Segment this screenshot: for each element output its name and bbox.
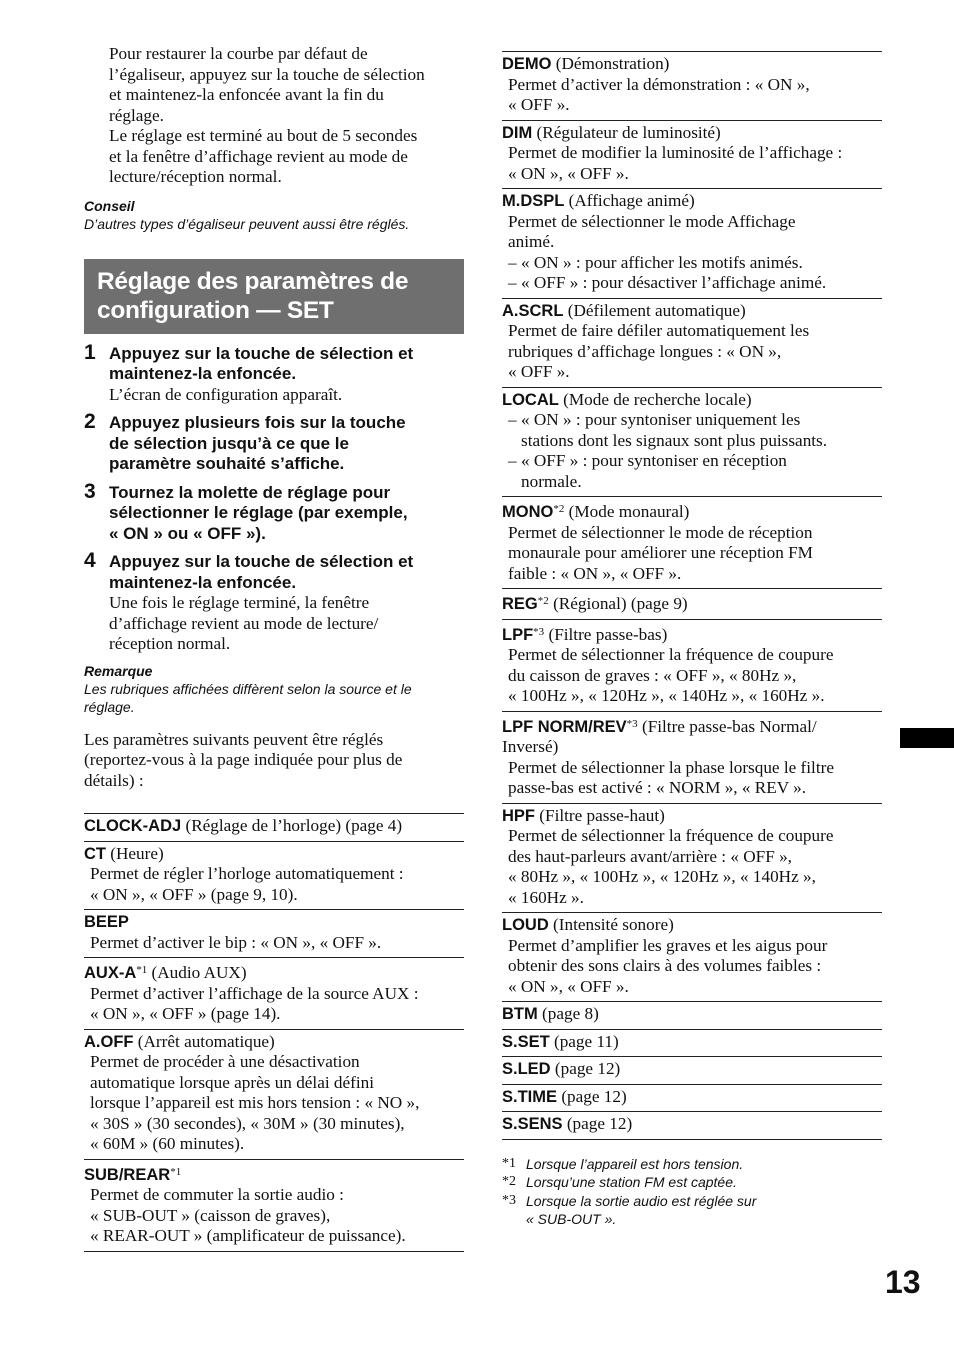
parameter-detail-line: Permet d’activer le bip : « ON », « OFF ». [90,932,382,952]
parameter-item [502,298,882,387]
parameter-heading [502,54,882,75]
parameter-description: (page 12) [550,1059,621,1078]
step-item [84,410,464,475]
parameter-detail-line: obtenir des sons clairs à des volumes faibles : [508,956,822,975]
parameter-detail-line: Permet d’activer l’affichage de la source AUX : [90,983,419,1003]
parameter-item [502,619,882,711]
footnote-ref: *2 [553,503,565,515]
parameter-detail-line: « REAR-OUT » (amplificateur de puissance). [90,1226,406,1245]
footnote-ref: *1 [170,1165,182,1178]
parameter-description: Inversé) [502,737,559,756]
parameter-code: LPF [502,625,534,644]
step-text-line: paramètre souhaité s’affiche. [109,454,345,473]
parameter-description: (Mode de recherche locale) [558,389,752,409]
parameter-code: BEEP [84,913,129,931]
step-note: d’affichage revient au mode de lecture/ [109,613,379,633]
intro-line: Pour restaurer la courbe par défaut de [109,44,368,63]
step-number: 4 [84,549,96,572]
params-intro [84,730,464,792]
step-note: réception normal. [109,634,231,653]
steps-list [84,340,464,655]
params-intro-line: détails) : [84,770,144,790]
remark-line: Les rubriques affichées diffèrent selon la source et le [84,680,412,697]
option-text: « ON » : pour syntoniser uniquement les [521,410,801,429]
parameter-item [502,120,882,189]
parameter-heading [502,806,882,827]
footnotes [502,1155,882,1229]
intro-line: et maintenez-la enfoncée avant la fin du [109,85,384,104]
parameter-description: (Régulateur de luminosité) [532,122,721,142]
footnote [502,1173,882,1192]
params-intro-line: (reportez-vous à la page indiquée pour plus de [84,750,403,769]
tip-title: Conseil [84,197,135,214]
step-text-line: maintenez-la enfoncée. [109,572,297,592]
intro-line: Le réglage est terminé au bout de 5 secondes [109,126,418,145]
parameter-detail-line: « OFF ». [508,95,570,114]
parameter-description: (Défilement automatique) [563,300,746,320]
section-heading-line: configuration — SET [97,297,334,324]
option-text: stations dont les signaux sont plus puissants. [521,430,828,450]
parameter-code: A.SCRL [502,301,564,320]
footnote-text: Lorsque l’appareil est hors tension. [526,1155,744,1172]
parameter-code: M.DSPL [502,192,565,210]
parameter-detail-line: Permet d’activer la démonstration : « ON », [508,74,810,94]
step-number: 2 [84,410,96,433]
parameter-heading [502,1059,882,1080]
parameter-heading [502,499,882,523]
parameter-item [502,1029,882,1057]
step-item [84,340,464,406]
parameter-detail-line: « 100Hz », « 120Hz », « 140Hz », « 160Hz ». [508,686,825,705]
parameter-heading [502,390,882,411]
parameter-code: LOCAL [502,390,559,409]
parameter-code: SUB/REAR [84,1165,171,1184]
dash-bullet: – [508,451,517,470]
footnote [502,1192,882,1229]
parameter-detail-line: Permet d’amplifier les graves et les aigus pour [508,935,828,955]
parameter-description: (Réglage de l’horloge) (page 4) [181,816,403,835]
parameter-detail-line: du caisson de graves : « OFF », « 80Hz », [508,665,797,685]
parameter-description: (Régional) (page 9) [548,594,688,613]
parameter-heading [502,1114,882,1135]
dash-bullet: – [508,252,517,272]
step-number: 3 [84,479,96,503]
parameter-detail-line: « ON », « OFF » (page 14). [90,1004,281,1023]
option-line [502,273,882,294]
parameter-detail-line: Permet de sélectionner la phase lorsque le filtre [508,757,834,777]
parameter-code: CLOCK-ADJ [84,817,182,835]
tip-text: D’autres types d’égaliseur peuvent aussi être réglés. [84,215,410,232]
parameter-detail-line: « OFF ». [508,362,570,381]
parameter-item [84,1029,464,1159]
parameter-item [502,1111,882,1140]
footnote-ref: *3 [626,717,638,730]
parameter-item [502,496,882,588]
step-number: 1 [84,340,96,364]
intro-line: réglage. [109,105,164,125]
remark-line: réglage. [84,698,135,715]
step-text-line: de sélection jusqu’à ce que le [109,433,349,453]
intro-line: l’égaliseur, appuyez sur la touche de sélection [109,64,425,84]
parameter-description: (page 12) [562,1114,633,1133]
option-line [502,253,882,274]
footnote-ref: *2 [537,595,549,607]
parameter-item [502,1056,882,1084]
parameter-code: A.OFF [84,1032,134,1051]
parameter-item [502,1084,882,1112]
parameter-heading [84,1032,464,1053]
section-tab-marker [900,728,954,748]
parameter-item [502,588,882,619]
parameter-detail-line: Permet de modifier la luminosité de l’affichage : [508,143,843,162]
parameter-description: (page 12) [557,1086,627,1106]
option-text: « ON » : pour afficher les motifs animés. [521,252,803,272]
parameter-item [84,813,464,841]
parameter-item [502,803,882,913]
parameter-detail-line: Permet de sélectionner la fréquence de coupure [508,826,834,845]
parameter-description: (Filtre passe-bas) [544,624,668,644]
parameter-heading [502,191,882,212]
right-parameter-table [502,51,882,1140]
remark-title: Remarque [84,662,153,679]
step-note: Une fois le réglage terminé, la fenêtre [109,593,370,612]
step-text-line: maintenez-la enfoncée. [109,364,297,383]
parameter-code: CT [84,844,106,863]
parameter-detail-line: Permet de procéder à une désactivation [90,1052,360,1071]
parameter-description: (Heure) [106,843,164,863]
parameter-description: (page 11) [549,1031,619,1051]
parameter-description: (Audio AUX) [147,963,247,982]
parameter-code: BTM [502,1005,538,1023]
option-line [502,451,882,472]
step-text-line: sélectionner le réglage (par exemple, [109,503,408,522]
parameter-detail-line: Permet de sélectionner le mode Affichage [508,211,796,231]
parameter-detail-line: animé. [508,232,555,251]
footnote-text: Lorsqu’une station FM est captée. [526,1174,737,1190]
parameter-detail-line: « 80Hz », « 100Hz », « 120Hz », « 140Hz », [508,867,816,886]
option-text: normale. [521,471,582,491]
step-item [84,479,464,545]
parameter-detail-line: « ON », « OFF ». [508,976,629,996]
step-note: L’écran de configuration apparaît. [109,384,343,404]
parameter-detail-line: Permet de régler l’horloge automatiquement : [90,864,404,883]
parameter-detail-line: « 30S » (30 secondes), « 30M » (30 minutes), [90,1113,405,1133]
footnote-ref: *3 [533,625,545,638]
intro-line: et la fenêtre d’affichage revient au mode de [109,146,408,166]
parameter-heading [84,844,464,865]
parameter-heading [502,714,882,738]
parameter-detail-line: « 160Hz ». [508,887,584,907]
parameter-code: S.LED [502,1060,551,1078]
parameter-item [502,387,882,497]
option-line [502,472,882,493]
parameter-code: LPF NORM/REV [502,717,627,736]
parameter-detail-line: « ON », « OFF » (page 9, 10). [90,884,298,904]
remark-text [84,680,464,716]
parameter-description: (Mode monaural) [564,502,690,521]
parameter-item [502,51,882,120]
footnote [502,1155,882,1174]
parameter-description: (Arrêt automatique) [133,1031,275,1051]
parameter-heading [84,960,464,984]
parameter-code: DIM [502,123,533,142]
parameter-detail-line: Permet de sélectionner la fréquence de coupure [508,645,834,664]
parameter-item [84,841,464,910]
footnote-mark: *3 [502,1192,516,1208]
step-item [84,549,464,655]
footnote-text: « SUB-OUT ». [526,1211,617,1227]
parameter-heading [502,915,882,936]
parameter-item [84,957,464,1029]
parameter-detail-line: lorsque l’appareil est mis hors tension : « NO », [90,1093,420,1112]
parameter-detail-line: rubriques d’affichage longues : « ON », [508,341,782,361]
parameter-heading [84,912,464,933]
parameter-detail-line: monaurale pour améliorer une réception FM [508,543,813,562]
step-text-line: Appuyez sur la touche de sélection et [109,343,414,363]
footnote-mark: *2 [502,1174,516,1189]
parameter-description: (Filtre passe-bas Normal/ [637,716,817,736]
parameter-detail-line: des haut-parleurs avant/arrière : « OFF », [508,846,792,866]
option-text: « OFF » : pour syntoniser en réception [521,451,787,470]
parameter-detail-line: Permet de faire défiler automatiquement les [508,321,810,340]
parameter-code: AUX-A [84,964,137,982]
parameter-detail-line: automatique lorsque après un délai défini [90,1072,374,1092]
parameter-item [84,909,464,957]
parameter-heading [502,622,882,646]
footnote-ref: *1 [136,964,148,976]
option-line [502,410,882,431]
parameter-detail-line: faible : « ON », « OFF ». [508,563,682,583]
section-heading-line: Réglage des paramètres de [97,267,409,295]
parameter-code: S.TIME [502,1087,558,1106]
step-text-line: Appuyez plusieurs fois sur la touche [109,413,406,432]
parameter-heading [502,1032,882,1053]
parameter-detail-line: « ON », « OFF ». [508,163,629,183]
parameter-heading [502,591,882,615]
parameter-heading [502,1004,882,1025]
intro-paragraph [84,44,464,188]
step-text-line: Tournez la molette de réglage pour [109,482,391,502]
right-column [502,51,882,1229]
parameter-heading [84,816,464,837]
parameter-heading [502,123,882,144]
section-heading [84,259,464,334]
parameter-item [502,711,882,803]
footnote-mark: *1 [502,1155,516,1171]
parameter-item [84,1159,464,1252]
parameter-item [502,1001,882,1029]
step-text-line: « ON » ou « OFF »). [109,523,266,543]
parameter-code: HPF [502,806,535,825]
intro-line: lecture/réception normal. [109,167,282,186]
parameter-code: REG [502,595,538,613]
parameter-item [502,188,882,298]
params-intro-line: Les paramètres suivants peuvent être réglés [84,729,384,749]
parameter-detail-line: « 60M » (60 minutes). [90,1134,245,1153]
option-text: « OFF » : pour désactiver l’affichage animé. [521,273,827,292]
footnote-text: Lorsque la sortie audio est réglée sur [526,1192,757,1209]
left-parameter-table [84,813,464,1252]
parameter-detail-line: Permet de sélectionner le mode de réception [508,522,813,542]
dash-bullet: – [508,410,517,429]
parameter-heading [502,1087,882,1108]
parameter-code: DEMO [502,55,552,73]
parameter-detail-line: Permet de commuter la sortie audio : [90,1185,344,1204]
parameter-code: LOUD [502,916,549,934]
option-line [502,431,882,452]
parameter-description: (Intensité sonore) [548,915,674,934]
left-column [84,44,464,1252]
dash-bullet: – [508,273,517,292]
parameter-heading [502,301,882,322]
parameter-code: S.SENS [502,1115,563,1133]
parameter-description: (Affichage animé) [564,191,695,210]
parameter-item [502,912,882,1001]
parameter-code: S.SET [502,1032,550,1051]
parameter-description: (Filtre passe-haut) [535,805,665,825]
parameter-description: (page 8) [537,1004,599,1023]
page-number: 13 [885,1264,921,1300]
parameter-code: MONO [502,503,554,521]
parameter-heading [84,1162,464,1186]
step-text-line: Appuyez sur la touche de sélection et [109,552,414,571]
parameter-description: (Démonstration) [551,54,670,73]
parameter-detail-line: « SUB-OUT » (caisson de graves), [90,1205,331,1225]
parameter-detail-line: passe-bas est activé : « NORM », « REV ». [508,778,807,797]
